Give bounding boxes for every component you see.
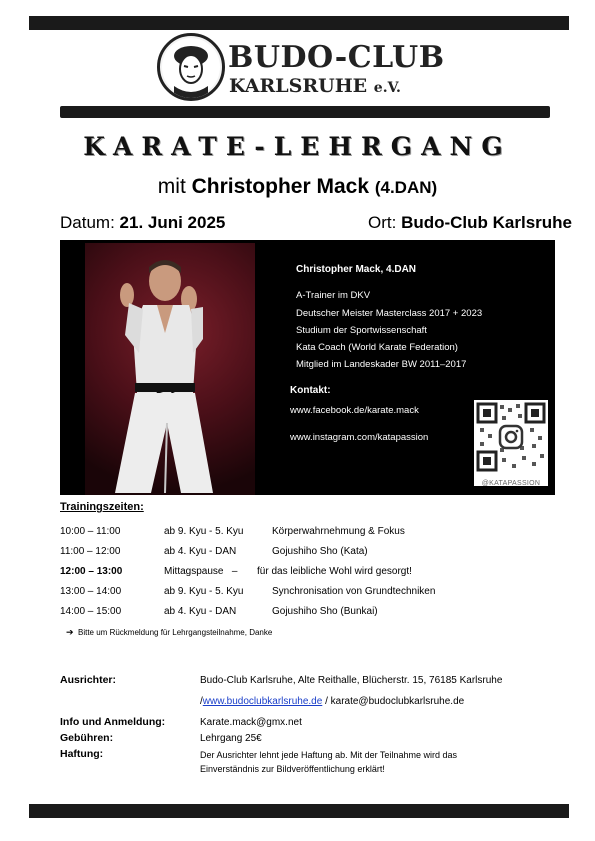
schedule-heading: Trainingszeiten: <box>60 501 144 513</box>
credential-item: A-Trainer im DKV <box>296 290 371 301</box>
organizer-value: Budo-Club Karlsruhe, Alte Reithalle, Blücherstr. 15, 76185 Karlsruhe <box>200 675 503 686</box>
bottom-brush-band <box>29 804 569 818</box>
schedule-time: 14:00 – 15:00 <box>60 606 122 617</box>
logo-club-name: BUDO-CLUB <box>228 40 445 75</box>
top-brush-band <box>29 16 569 30</box>
schedule-time: 13:00 – 14:00 <box>60 586 122 597</box>
event-date: Datum: 21. Juni 2025 <box>60 213 226 232</box>
schedule-topic: für das leibliche Wohl wird gesorgt! <box>257 566 412 577</box>
qr-caption: @KATAPASSION <box>481 480 541 487</box>
schedule-level: ab 9. Kyu - 5. Kyu <box>164 526 244 537</box>
registration-label: Info und Anmeldung: <box>60 716 166 728</box>
header-brush-band <box>60 106 550 118</box>
fees-value: Lehrgang 25€ <box>200 733 262 744</box>
logo-club-city: KARLSRUHE e.V. <box>229 75 401 97</box>
trainer-name: Christopher Mack, 4.DAN <box>296 264 417 275</box>
registration-email[interactable]: Karate.mack@gmx.net <box>200 717 302 728</box>
schedule-level: ab 4. Kyu - DAN <box>164 546 237 557</box>
schedule-time: 12:00 – 13:00 <box>60 566 123 577</box>
facebook-link[interactable]: www.facebook.de/karate.mack <box>290 405 419 416</box>
schedule-topic: Gojushiho Sho (Bunkai) <box>272 606 378 617</box>
schedule-topic: Gojushiho Sho (Kata) <box>272 546 368 557</box>
subtitle: mit Christopher Mack (4.DAN) <box>157 175 438 198</box>
liability-label: Haftung: <box>60 748 104 760</box>
registration-note: ➔ Bitte um Rückmeldung für Lehrgangsteilnahme, Danke <box>66 627 273 637</box>
schedule-time: 11:00 – 12:00 <box>60 546 121 557</box>
arrow-right-icon: ➔ <box>66 627 74 637</box>
credential-item: Studium der Sportwissenschaft <box>296 325 427 336</box>
schedule-topic: Synchronisation von Grundtechniken <box>272 586 436 597</box>
credential-item: Kata Coach (World Karate Federation) <box>296 342 458 353</box>
website-link[interactable]: www.budoclubkarlsruhe.de <box>202 696 323 707</box>
organizer-links: /www.budoclubkarlsruhe.de / karate@budoclubkarlsruhe.de <box>200 696 465 707</box>
samurai-logo-icon <box>157 33 225 101</box>
credential-item: Mitglied im Landeskader BW 2011–2017 <box>296 359 467 370</box>
liability-line: Einverständnis zur Bildveröffentlichung erklärt! <box>200 764 385 774</box>
organizer-label: Ausrichter: <box>60 674 117 686</box>
schedule-level: ab 4. Kyu - DAN <box>164 606 237 617</box>
instagram-link[interactable]: www.instagram.com/katapassion <box>290 432 429 443</box>
contact-label: Kontakt: <box>290 385 331 396</box>
credential-item: Deutscher Meister Masterclass 2017 + 2023 <box>296 308 483 319</box>
schedule-time: 10:00 – 11:00 <box>60 526 121 537</box>
fees-label: Gebühren: <box>60 732 114 744</box>
page-title: KARATE-LEHRGANG <box>83 132 512 161</box>
trainer-photo <box>85 243 255 495</box>
qr-code[interactable] <box>474 400 548 486</box>
schedule-level: Mittagspause – <box>164 566 238 577</box>
schedule-topic: Körperwahrnehmung & Fokus <box>272 526 405 537</box>
schedule-level: ab 9. Kyu - 5. Kyu <box>164 586 244 597</box>
event-location: Ort: Budo-Club Karlsruhe <box>368 213 573 232</box>
liability-line: Der Ausrichter lehnt jede Haftung ab. Mit der Teilnahme wird das <box>200 750 457 760</box>
